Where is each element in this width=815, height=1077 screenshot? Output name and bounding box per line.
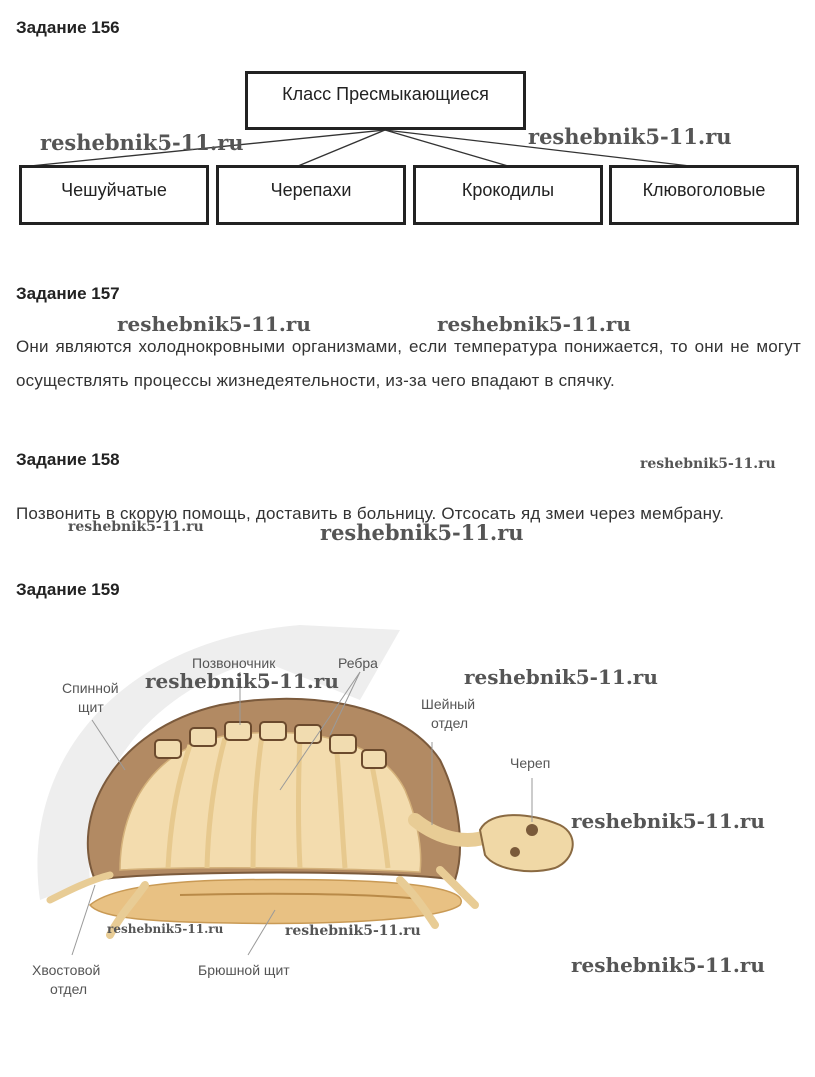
hierarchy-child-box — [19, 165, 209, 225]
label-neck-line-1: Шейный — [421, 696, 476, 712]
hierarchy-child-box — [609, 165, 799, 225]
watermark: reshebnik5-11.ru — [320, 520, 524, 545]
watermark: reshebnik5-11.ru — [571, 953, 765, 977]
watermark: reshebnik5-11.ru — [40, 130, 244, 155]
label-dorsal-shield-line-1: Спинной — [62, 680, 119, 696]
watermark: reshebnik5-11.ru — [528, 124, 732, 149]
task-158-title: Задание 158 — [16, 450, 120, 469]
watermark: reshebnik5-11.ru — [285, 923, 421, 939]
task-157-title: Задание 157 — [16, 284, 120, 303]
label-tail-line-1: Хвостовой — [32, 962, 101, 978]
watermark: reshebnik5-11.ru — [145, 669, 339, 693]
label-ribs: Ребра — [338, 655, 378, 671]
task-157-answer: Они являются холоднокровными организмами, если температура понижается, то они не могут осуществлять процессы жизнедеятельности, из-за чего впадают в спячку. — [16, 337, 801, 390]
task-158-answer: Позвонить в скорую помощь, доставить в больницу. Отсосать яд змеи через мембрану. — [16, 504, 725, 523]
watermark: reshebnik5-11.ru — [571, 809, 765, 833]
hierarchy-root-label: Класс Пресмыкающиеся — [282, 84, 489, 104]
watermark: reshebnik5-11.ru — [107, 922, 224, 936]
watermark: reshebnik5-11.ru — [117, 312, 311, 336]
label-dorsal-shield-line-2: щит — [78, 699, 104, 715]
hierarchy-child-box — [216, 165, 406, 225]
hierarchy-child-label: Черепахи — [270, 179, 352, 200]
watermark: reshebnik5-11.ru — [68, 519, 204, 535]
watermark: reshebnik5-11.ru — [464, 665, 658, 689]
hierarchy-child-label: Крокодилы — [461, 179, 555, 200]
watermark: reshebnik5-11.ru — [640, 456, 776, 472]
hierarchy-child-label: Чешуйчатые — [61, 179, 167, 200]
skull-shape — [480, 815, 573, 871]
hierarchy-root-box — [245, 71, 526, 130]
label-ventral-shield: Брюшной щит — [198, 962, 290, 978]
task-156-title: Задание 156 — [16, 18, 120, 37]
task-159-title: Задание 159 — [16, 580, 120, 599]
watermark: reshebnik5-11.ru — [437, 312, 631, 336]
hierarchy-child-label: Клювоголовые — [642, 179, 766, 200]
label-skull: Череп — [510, 755, 551, 771]
label-neck-line-2: отдел — [431, 715, 469, 731]
hierarchy-child-box — [413, 165, 603, 225]
label-spine: Позвоночник — [192, 655, 276, 671]
label-tail-line-2: отдел — [50, 981, 88, 997]
